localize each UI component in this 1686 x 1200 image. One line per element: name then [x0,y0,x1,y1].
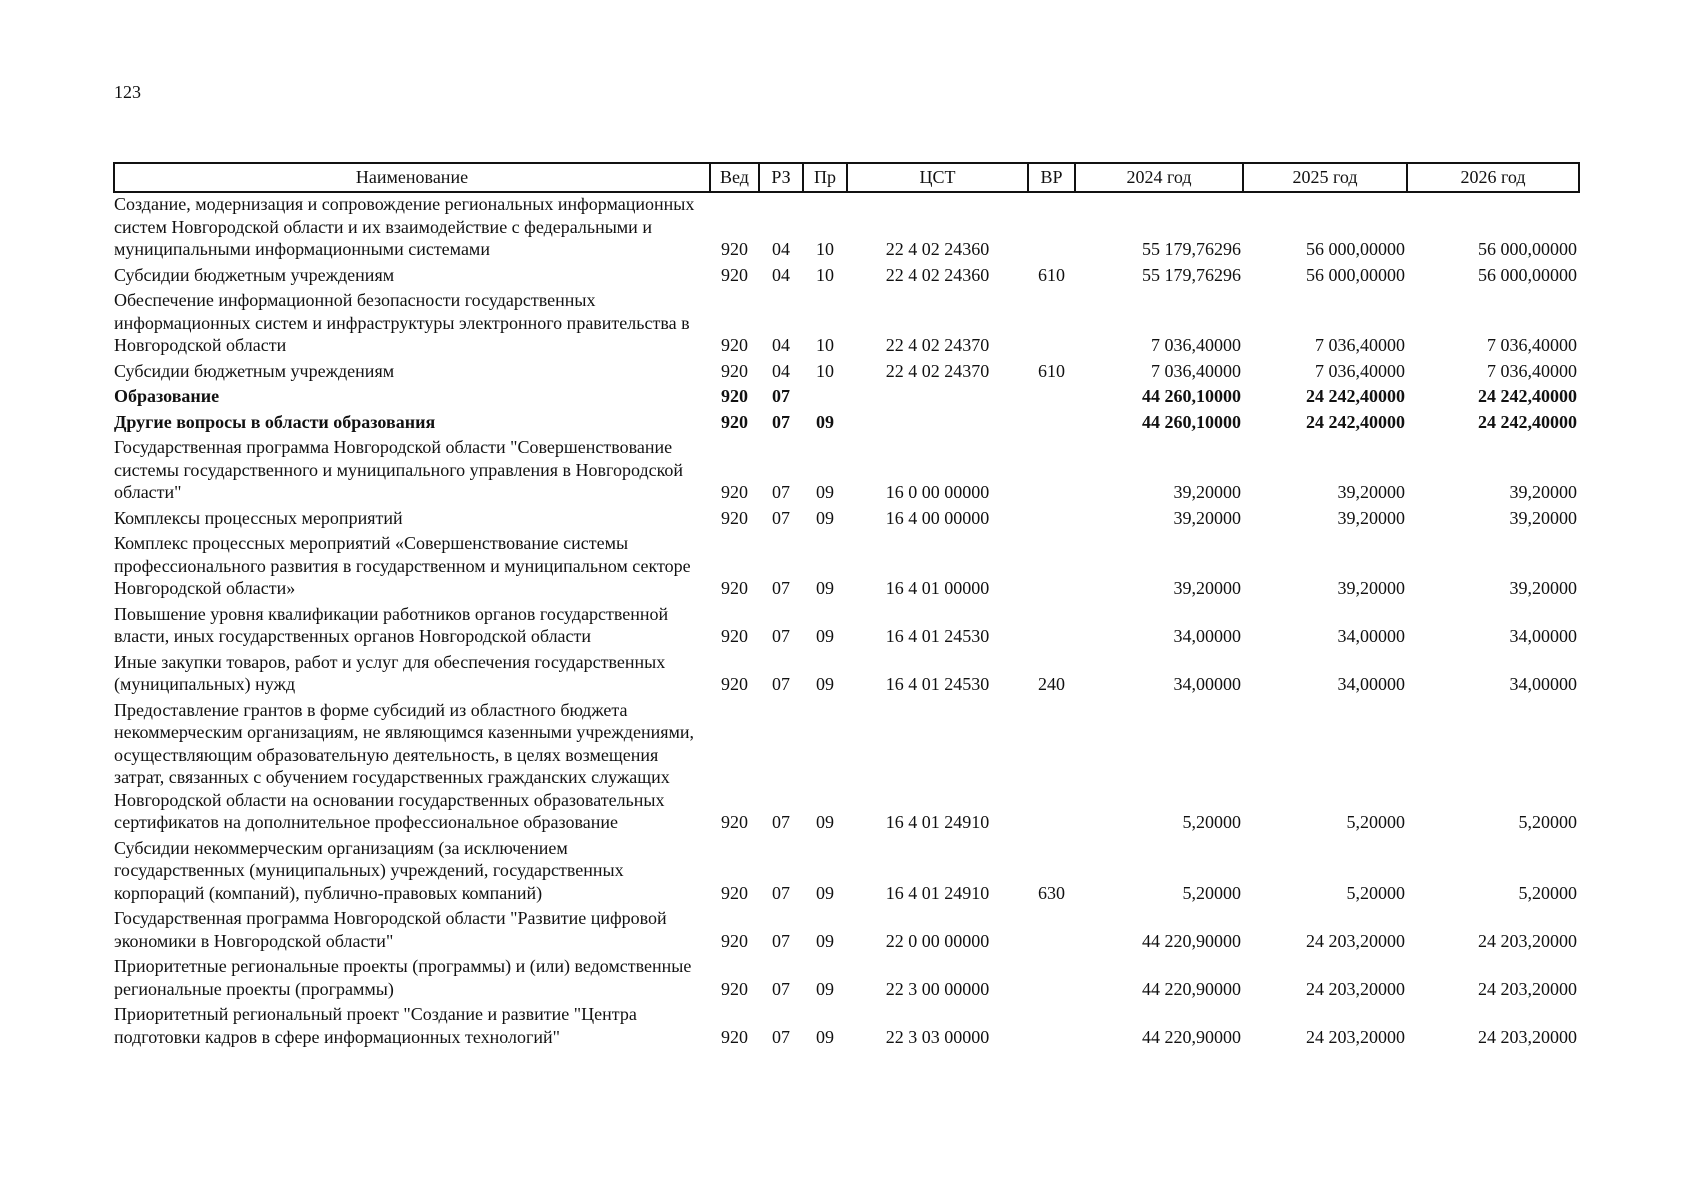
row-cst-cell: 16 4 01 24910 [885,812,990,832]
table-header [114,163,1579,192]
row-ved-cell: 920 [721,1026,748,1047]
row-cst-cell: 22 4 02 24360 [885,264,990,285]
row-vr-cell: 630 [1038,882,1065,903]
row-vr-cell [1028,907,1075,955]
table-row [114,651,1579,699]
row-2024-amount: 44 260,10000 [1142,386,1241,406]
row-cst-cell: 16 4 01 24530 [885,674,990,694]
row-name-cell: Создание, модернизация и сопровождение региональных информационных систем Новгородской области и их взаимодействие с федеральными и муниципальными информационными системами [114,194,695,259]
row-2025-amount: 24 203,20000 [1306,1026,1405,1047]
row-2026-amount: 24 203,20000 [1478,978,1577,999]
row-name-cell: Субсидии бюджетным учреждениям [114,360,395,381]
header-year-2024: 2024 год [1075,163,1243,192]
table-row [114,699,1579,837]
table-row-section [114,385,1579,411]
row-2024-amount: 39,20000 [1173,482,1241,502]
table-body [114,192,1579,1051]
row-cst-cell: 22 4 02 24370 [885,360,990,381]
row-2024-amount: 39,20000 [1173,578,1241,598]
row-ved-cell: 920 [721,674,748,694]
row-name-cell: Комплексы процессных мероприятий [114,507,403,528]
header-vr: ВР [1028,163,1075,192]
header-name: Наименование [114,163,710,192]
row-vr-cell [1028,532,1075,603]
row-name-cell: Другие вопросы в области образования [114,411,436,432]
row-2024-amount: 39,20000 [1173,507,1241,528]
row-rz-cell: 04 [772,335,790,355]
row-2025-amount: 39,20000 [1337,578,1405,598]
row-vr-cell [1028,955,1075,1003]
row-2025-amount: 56 000,00000 [1306,264,1405,285]
row-cst-cell: 16 4 01 24530 [885,626,990,646]
row-name-cell: Предоставление грантов в форме субсидий из областного бюджета некоммерческим организациям, не являющимся казенными учреждениями, осуществляющим образовательную деятельность, в целях возмещения затрат, связанных с обучением государственных гражданских служащих Новгородской области на основании государственных образовательных сертификатов на дополнительное профессиональное образование [114,699,695,832]
row-name-cell: Государственная программа Новгородской области "Совершенствование системы государственного и муниципального управления в Новгородской области" [114,437,684,502]
row-vr-cell [1028,699,1075,837]
row-ved-cell: 920 [721,812,748,832]
table-row [114,436,1579,507]
row-cst-cell: 16 4 01 00000 [885,578,990,598]
row-pr-cell: 09 [816,882,834,903]
row-vr-cell: 610 [1038,264,1065,285]
row-rz-cell: 04 [772,239,790,259]
row-2025-amount: 39,20000 [1337,482,1405,502]
row-name-cell: Субсидии бюджетным учреждениям [114,264,395,285]
row-ved-cell: 920 [721,360,748,381]
row-rz-cell: 07 [772,930,790,951]
row-2024-amount: 44 220,90000 [1142,1026,1241,1047]
header-year-2026: 2026 год [1407,163,1579,192]
row-name-cell: Приоритетный региональный проект "Создание и развитие "Центра подготовки кадров в сфере информационных технологий" [114,1004,637,1047]
row-pr-cell: 09 [816,1026,834,1047]
row-vr-cell [1028,289,1075,360]
header-ved: Вед [710,163,759,192]
row-rz-cell: 04 [772,360,790,381]
row-vr-cell [1028,507,1075,533]
row-pr-cell: 10 [816,264,834,285]
row-2026-amount: 7 036,40000 [1487,360,1577,381]
row-2024-amount: 7 036,40000 [1151,360,1241,381]
budget-table [113,162,1580,1051]
row-cst-cell: 16 4 00 00000 [885,507,990,528]
row-vr-cell: 610 [1038,360,1065,381]
row-ved-cell: 920 [721,482,748,502]
table-row [114,532,1579,603]
row-2024-amount: 5,20000 [1182,882,1241,903]
header-row [114,163,1579,192]
row-pr-cell: 09 [816,812,834,832]
row-vr-cell [1028,1003,1075,1051]
row-cst-cell [847,411,1028,437]
table-row [114,192,1579,264]
row-2024-amount: 7 036,40000 [1151,335,1241,355]
row-pr-cell: 09 [816,626,834,646]
row-vr-cell [1028,411,1075,437]
row-pr-cell: 09 [816,411,834,432]
row-ved-cell: 920 [721,882,748,903]
table-row [114,907,1579,955]
table-row [114,837,1579,908]
row-2025-amount: 34,00000 [1337,626,1405,646]
table-row [114,360,1579,386]
row-2026-amount: 39,20000 [1509,507,1577,528]
row-2025-amount: 24 203,20000 [1306,978,1405,999]
row-pr-cell: 10 [816,360,834,381]
row-cst-cell: 22 0 00 00000 [885,930,990,951]
row-vr-cell [1028,192,1075,264]
row-2026-amount: 56 000,00000 [1478,239,1577,259]
table-row [114,507,1579,533]
row-rz-cell: 07 [772,1026,790,1047]
row-ved-cell: 920 [721,239,748,259]
row-2024-amount: 55 179,76296 [1142,264,1241,285]
table-row-section [114,411,1579,437]
row-rz-cell: 07 [772,507,790,528]
row-name-cell: Комплекс процессных мероприятий «Совершенствование системы профессионального развития в государственном и муниципальном секторе Новгородской области» [114,533,691,598]
row-rz-cell: 04 [772,264,790,285]
row-ved-cell: 920 [721,386,748,406]
row-2026-amount: 5,20000 [1518,812,1577,832]
page-number: 123 [114,82,141,102]
row-2026-amount: 5,20000 [1518,882,1577,903]
row-cst-cell: 22 4 02 24370 [885,335,990,355]
row-2024-amount: 34,00000 [1173,626,1241,646]
header-cst: ЦСТ [847,163,1028,192]
row-name-cell: Государственная программа Новгородской области "Развитие цифровой экономики в Новгородской области" [114,908,667,951]
row-pr-cell: 09 [816,482,834,502]
row-pr-cell [803,385,847,411]
row-vr-cell: 240 [1038,674,1065,694]
header-pr: Пр [803,163,847,192]
row-2024-amount: 5,20000 [1182,812,1241,832]
row-2026-amount: 7 036,40000 [1487,335,1577,355]
row-rz-cell: 07 [772,626,790,646]
row-rz-cell: 07 [772,411,790,432]
row-rz-cell: 07 [772,482,790,502]
row-rz-cell: 07 [772,674,790,694]
row-rz-cell: 07 [772,882,790,903]
table-row [114,1003,1579,1051]
table-row [114,289,1579,360]
row-cst-cell: 16 4 01 24910 [885,882,990,903]
row-2025-amount: 24 242,40000 [1306,411,1405,432]
row-vr-cell [1028,603,1075,651]
row-2026-amount: 56 000,00000 [1478,264,1577,285]
row-2026-amount: 39,20000 [1509,578,1577,598]
row-cst-cell [847,385,1028,411]
row-2025-amount: 39,20000 [1337,507,1405,528]
row-name-cell: Повышение уровня квалификации работников органов государственной власти, иных государственных органов Новгородской области [114,603,669,646]
row-ved-cell: 920 [721,411,748,432]
row-2025-amount: 5,20000 [1346,812,1405,832]
row-2025-amount: 34,00000 [1337,674,1405,694]
table-row [114,955,1579,1003]
row-ved-cell: 920 [721,930,748,951]
row-name-cell: Обеспечение информационной безопасности государственных информационных систем и инфраструктуры электронного правительства в Новгородской области [114,290,690,355]
row-pr-cell: 09 [816,578,834,598]
row-ved-cell: 920 [721,978,748,999]
row-name-cell: Приоритетные региональные проекты (программы) и (или) ведомственные региональные проекты (программы) [114,956,692,999]
row-cst-cell: 22 4 02 24360 [885,239,990,259]
row-2025-amount: 24 242,40000 [1306,386,1405,406]
row-pr-cell: 09 [816,978,834,999]
row-2026-amount: 24 203,20000 [1478,1026,1577,1047]
table-row [114,603,1579,651]
row-vr-cell [1028,436,1075,507]
row-2026-amount: 24 203,20000 [1478,930,1577,951]
table-row [114,264,1579,290]
row-ved-cell: 920 [721,578,748,598]
row-rz-cell: 07 [772,386,790,406]
row-2025-amount: 7 036,40000 [1315,360,1405,381]
row-ved-cell: 920 [721,264,748,285]
row-pr-cell: 09 [816,930,834,951]
row-2025-amount: 7 036,40000 [1315,335,1405,355]
row-ved-cell: 920 [721,626,748,646]
row-name-cell: Иные закупки товаров, работ и услуг для обеспечения государственных (муниципальных) нужд [114,651,666,694]
row-rz-cell: 07 [772,978,790,999]
row-2026-amount: 34,00000 [1509,674,1577,694]
row-pr-cell: 09 [816,507,834,528]
row-2025-amount: 24 203,20000 [1306,930,1405,951]
row-rz-cell: 07 [772,578,790,598]
row-pr-cell: 10 [816,239,834,259]
row-2026-amount: 24 242,40000 [1478,411,1577,432]
row-2024-amount: 55 179,76296 [1142,239,1241,259]
row-vr-cell [1028,385,1075,411]
header-rz: РЗ [759,163,803,192]
row-2025-amount: 5,20000 [1346,882,1405,903]
row-2025-amount: 56 000,00000 [1306,239,1405,259]
row-cst-cell: 22 3 00 00000 [885,978,990,999]
row-ved-cell: 920 [721,507,748,528]
row-2024-amount: 44 220,90000 [1142,930,1241,951]
header-year-2025: 2025 год [1243,163,1407,192]
row-2024-amount: 44 260,10000 [1142,411,1241,432]
row-2024-amount: 34,00000 [1173,674,1241,694]
row-2026-amount: 24 242,40000 [1478,386,1577,406]
row-name-cell: Субсидии некоммерческим организациям (за исключением государственных (муниципальных) учреждений, государственных корпораций (компаний), публично-правовых компаний) [114,837,624,903]
row-pr-cell: 09 [816,674,834,694]
row-2026-amount: 39,20000 [1509,482,1577,502]
row-2024-amount: 44 220,90000 [1142,978,1241,999]
row-cst-cell: 22 3 03 00000 [885,1026,990,1047]
row-name-cell: Образование [114,386,220,406]
row-pr-cell: 10 [816,335,834,355]
row-rz-cell: 07 [772,812,790,832]
row-cst-cell: 16 0 00 00000 [885,482,990,502]
row-2026-amount: 34,00000 [1509,626,1577,646]
row-ved-cell: 920 [721,335,748,355]
